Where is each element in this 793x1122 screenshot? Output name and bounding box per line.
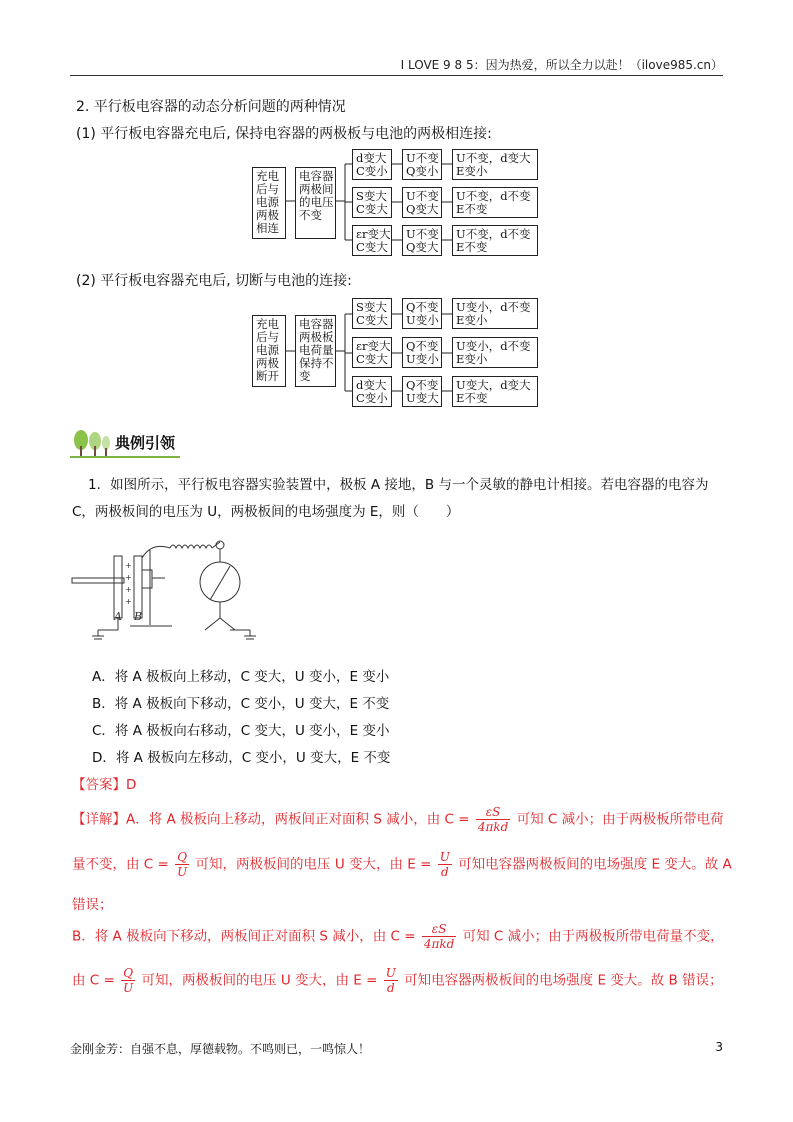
d1-r1-c: U不变，d变大 E变小 <box>452 149 538 180</box>
explain-line-2: 量不变，由 C = $\frac{Q}{U}$ 可知，两极板间的电压 U 变大，由 E = $\frac{U}{d}$ 可知电容器两极板间的电场强度 E 变大。故 A <box>72 850 732 879</box>
d2-mid-node: 电容器 两极板 电荷量 保持不 变 <box>295 315 336 387</box>
case1-title: (1) 平行板电容器充电后, 保持电容器的两极板与电池的两极相连接: <box>76 126 492 142</box>
header-text: I LOVE 9 8 5：因为热爱，所以全力以赴！（ilove985.cn） <box>400 58 723 72</box>
d2-r1-a: S变大 C变大 <box>352 298 392 329</box>
d1-r1-b: U不变 Q变小 <box>402 149 442 180</box>
option-c: C．将 A 极板向右移动，C 变大，U 变小，E 变小 <box>92 723 390 739</box>
question-line-2: C，两极板间的电压为 U，两极板间的电场强度为 E，则（ ） <box>72 504 460 520</box>
frac-capacitance-2: $\frac{\varepsilon S}{\text{4πkd}}$ <box>423 922 455 951</box>
d2-r3-a: d变大 C变小 <box>352 376 392 407</box>
footer-motto: 金刚金芳：自强不息，厚德载物。不鸣则已，一鸣惊人！ <box>70 1042 371 1056</box>
frac-u-over-d: $\frac{U}{d}$ <box>439 850 450 879</box>
label-plate-a: A <box>114 610 122 623</box>
frac-u-over-d-2: $\frac{U}{d}$ <box>385 966 396 995</box>
d1-r2-c: U不变，d不变 E不变 <box>452 187 538 218</box>
apparatus-drawing <box>70 530 270 650</box>
d1-r3-c: U不变，d不变 E不变 <box>452 225 538 256</box>
d1-r2-a: S变大 C变大 <box>352 187 392 218</box>
d1-r1-a: d变大 C变小 <box>352 149 392 180</box>
svg-text:+: + <box>125 573 132 582</box>
section-banner <box>70 428 180 458</box>
d1-r3-a: εr变大 C变大 <box>352 225 392 256</box>
apparatus-figure <box>70 530 270 650</box>
svg-text:+: + <box>125 597 132 606</box>
explain-line-4: B．将 A 极板向下移动，两板间正对面积 S 减小，由 C = $\frac{\varepsilon S}{\text{4πkd}}$ 可知 C 减小；由于两极板所带电荷量不变， <box>72 922 724 951</box>
banner-title: 典例引领 <box>115 434 176 452</box>
svg-text:+: + <box>125 585 132 594</box>
d2-r3-c: U变大，d变大 E不变 <box>452 376 538 407</box>
d2-r2-c: U变小，d不变 E变小 <box>452 337 538 368</box>
d1-r3-b: U不变 Q变大 <box>402 225 442 256</box>
label-plate-b: B <box>134 610 143 623</box>
page-number: 3 <box>715 1040 723 1054</box>
d2-r2-a: εr变大 C变大 <box>352 337 392 368</box>
d2-root-node: 充电 后与 电源 两极 断开 <box>252 315 286 387</box>
d1-r2-b: U不变 Q变大 <box>402 187 442 218</box>
frac-capacitance: $\frac{\varepsilon S}{\text{4πkd}}$ <box>477 805 509 834</box>
explain-line-5: 由 C = $\frac{Q}{U}$ 可知，两极板间的电压 U 变大，由 E = $\frac{U}{d}$ 可知电容器两极板间的电场强度 E 变大。故 B 错误； <box>72 966 723 995</box>
banner-underline <box>70 456 180 458</box>
d2-r2-b: Q不变 U变小 <box>402 337 442 368</box>
section-title: 2. 平行板电容器的动态分析问题的两种情况 <box>76 99 346 115</box>
d2-r1-c: U变小，d不变 E变小 <box>452 298 538 329</box>
option-a: A．将 A 极板向上移动，C 变大，U 变小，E 变小 <box>92 669 390 685</box>
d1-mid-node: 电容器 两极间 的电压 不变 <box>295 167 336 239</box>
d2-r3-b: Q不变 U变大 <box>402 376 442 407</box>
explain-line-1: 【详解】A．将 A 极板向上移动，两板间正对面积 S 减小，由 C = $\frac{\varepsilon S}{\text{4πkd}}$ 可知 C 减小；由于两极板所带电荷 <box>72 805 724 834</box>
frac-q-over-u-2: $\frac{Q}{U}$ <box>123 966 134 995</box>
case2-title: (2) 平行板电容器充电后, 切断与电池的连接: <box>76 273 352 289</box>
d1-root-node: 充电 后与 电源 两极 相连 <box>252 167 286 239</box>
option-b: B．将 A 极板向下移动，C 变小，U 变大，E 不变 <box>92 696 390 712</box>
question-line-1: 1．如图所示，平行板电容器实验装置中，极板 A 接地，B 与一个灵敏的静电计相接。若电容器的电容为 <box>88 477 709 493</box>
diagram2-connectors <box>0 290 793 420</box>
diagram1-connectors <box>0 0 793 270</box>
tree-icon <box>70 428 112 458</box>
option-d: D．将 A 极板向左移动，C 变小，U 变大，E 不变 <box>92 750 391 766</box>
explain-line-3: 错误； <box>72 897 113 913</box>
d2-r1-b: Q不变 U变小 <box>402 298 442 329</box>
svg-text:+: + <box>125 561 132 570</box>
frac-q-over-u: $\frac{Q}{U}$ <box>177 850 188 879</box>
answer-text: 【答案】D <box>72 777 137 793</box>
